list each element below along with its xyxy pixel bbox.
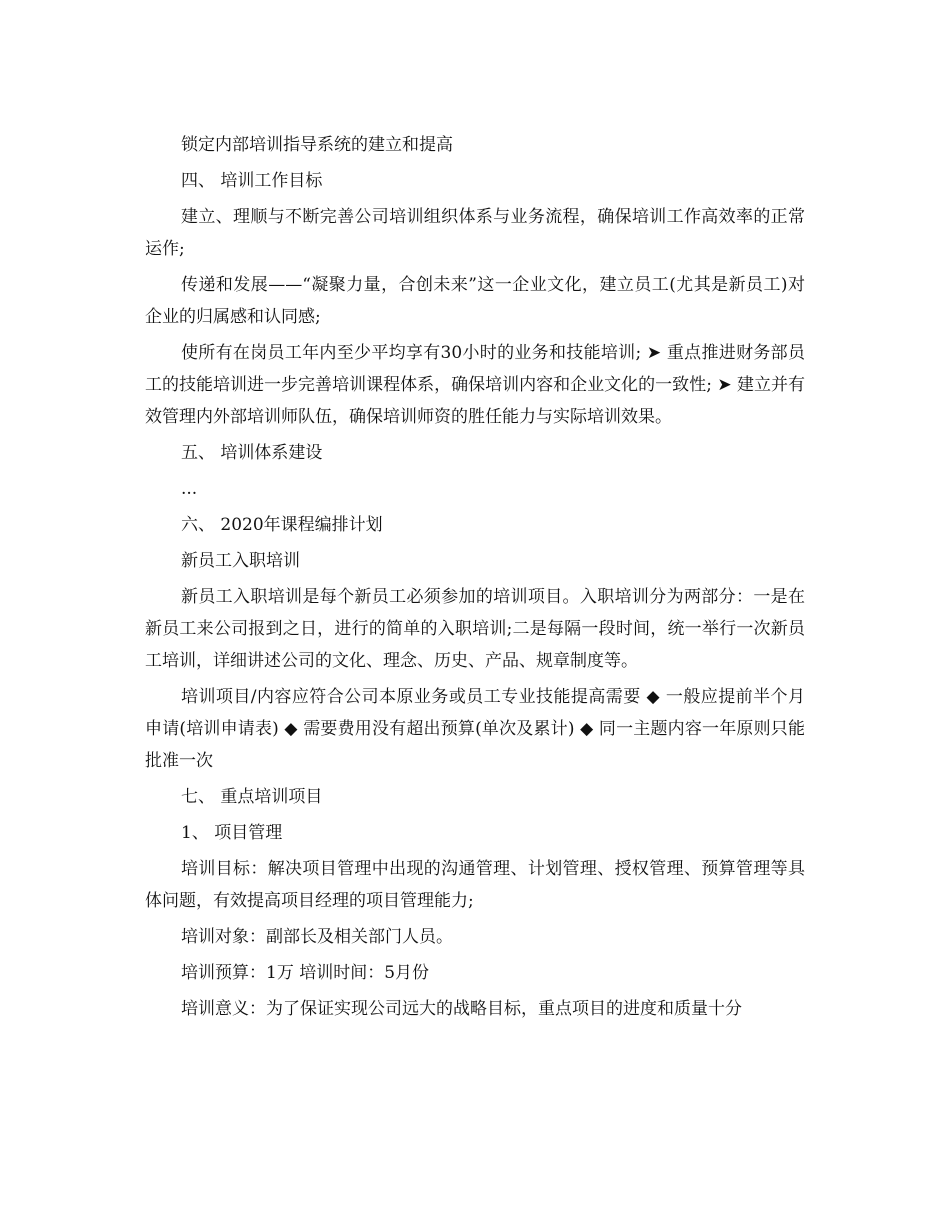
document-body	[145, 129, 805, 1029]
subheading-project-management: 1、 项目管理	[181, 823, 283, 843]
section-heading-5: 五、 培训体系建设	[181, 443, 323, 463]
section-heading-7: 七、 重点培训项目	[181, 787, 323, 807]
subheading-new-employee: 新员工入职培训	[181, 551, 300, 571]
section-heading-6: 六、 2020年课程编排计划	[181, 515, 383, 535]
paragraph-new-employee-training: 新员工入职培训是每个新员工必须参加的培训项目。入职培训分为两部分：一是在新员工来公司报到之日，进行的简单的入职培训;二是每隔一段时间，统一举行一次新员工培训，详细讲述公司的文化、理念、历史、产品、规章制度等。	[145, 587, 805, 671]
paragraph-goal-hours: 使所有在岗员工年内至少平均享有30小时的业务和技能培训; ➤ 重点推进财务部员工的技能培训进一步完善培训课程体系，确保培训内容和企业文化的一致性; ➤ 建立并有效管理内外部培训师队伍，确保培训师资的胜任能力与实际培训效果。	[145, 343, 805, 427]
ellipsis: ...	[181, 479, 198, 499]
paragraph-training-audience: 培训对象：副部长及相关部门人员。	[181, 927, 453, 947]
paragraph-training-budget: 培训预算：1万 培训时间：5月份	[181, 963, 430, 983]
paragraph-goal-system: 建立、理顺与不断完善公司培训组织体系与业务流程，确保培训工作高效率的正常运作;	[145, 207, 805, 259]
paragraph-training-significance: 培训意义：为了保证实现公司远大的战略目标，重点项目的进度和质量十分	[181, 999, 742, 1019]
paragraph-training-guidance: 锁定内部培训指导系统的建立和提高	[181, 135, 453, 155]
section-heading-4: 四、 培训工作目标	[181, 171, 323, 191]
paragraph-training-target: 培训目标：解决项目管理中出现的沟通管理、计划管理、授权管理、预算管理等具体问题，有效提高项目经理的项目管理能力;	[145, 859, 805, 911]
paragraph-training-requirements: 培训项目/内容应符合公司本原业务或员工专业技能提高需要 ◆ 一般应提前半个月申请(培训申请表) ◆ 需要费用没有超出预算(单次及累计) ◆ 同一主题内容一年原则只能批准一次	[145, 687, 805, 771]
paragraph-goal-culture: 传递和发展——“凝聚力量，合创未来”这一企业文化，建立员工(尤其是新员工)对企业的归属感和认同感;	[145, 275, 805, 327]
